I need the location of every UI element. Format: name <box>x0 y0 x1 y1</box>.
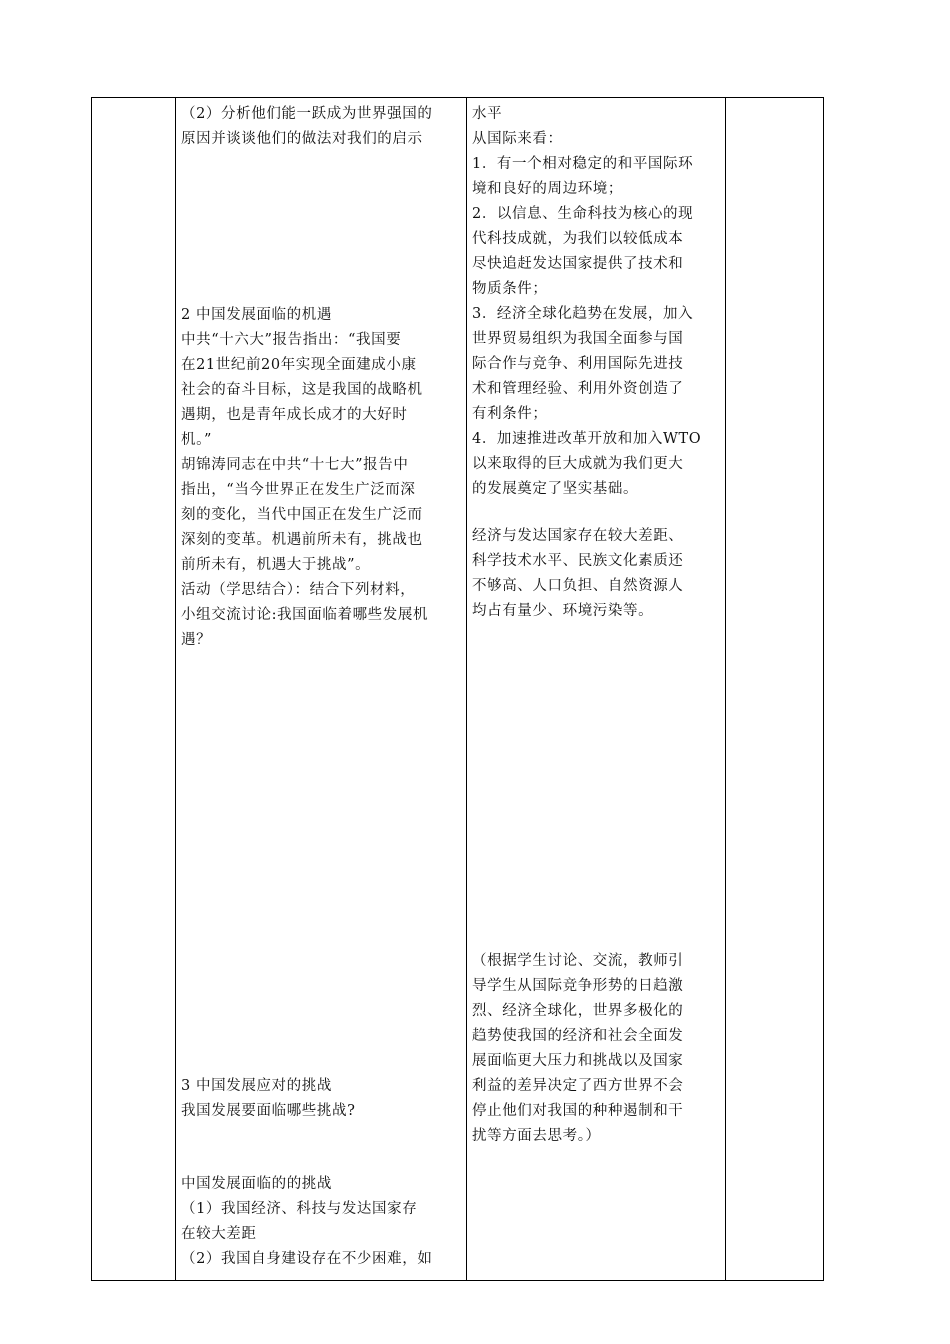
text-line: 前所未有，机遇大于挑战”。 <box>181 557 371 573</box>
text-line: 胡锦涛同志在中共“十七大”报告中 <box>181 457 409 473</box>
text-line: 均占有量少、环境污染等。 <box>472 603 654 619</box>
text-block-gap <box>472 524 721 624</box>
text-line: 境和良好的周边环境； <box>472 181 623 197</box>
text-line: 4．加速推进改革开放和加入WTO <box>472 431 702 447</box>
text-line: 物质条件； <box>472 281 548 297</box>
text-line: 在较大差距 <box>181 1226 257 1242</box>
text-line: （1）我国经济、科技与发达国家存 <box>181 1201 418 1217</box>
text-line: 展面临更大压力和挑战以及国家 <box>472 1053 684 1069</box>
text-line: 经济与发达国家存在较大差距、 <box>472 528 684 544</box>
text-line: 刻的变化，当代中国正在发生广泛而 <box>181 507 423 523</box>
text-line: 利益的差异决定了西方世界不会 <box>472 1078 684 1094</box>
text-line: 我国发展要面临哪些挑战? <box>181 1103 356 1119</box>
text-line: （2）我国自身建设存在不少困难，如 <box>181 1251 433 1267</box>
left-column-cell <box>92 98 176 1281</box>
text-line: 趋势使我国的经济和社会全面发 <box>472 1028 684 1044</box>
text-line: 活动（学思结合）：结合下列材料， <box>181 582 416 598</box>
text-line: 烈、经济全球化，世界多极化的 <box>472 1003 684 1019</box>
text-line: 遇期，也是青年成长成才的大好时 <box>181 407 408 423</box>
text-line: 际合作与竞争、利用国际先进技 <box>472 356 684 372</box>
text-line: 扰等方面去思考。） <box>472 1128 601 1144</box>
text-line: 术和管理经验、利用外资创造了 <box>472 381 684 397</box>
answer-column-cell <box>467 98 726 1281</box>
text-line: （根据学生讨论、交流，教师引 <box>472 953 684 969</box>
notes-column-cell <box>726 98 824 1281</box>
text-line: 指出，“当今世界正在发生广泛而深 <box>181 482 416 498</box>
text-line: 代科技成就，为我们以较低成本 <box>472 231 684 247</box>
text-line: （2）分析他们能一跃成为世界强国的 <box>181 106 433 122</box>
text-line: 从国际来看： <box>472 131 563 147</box>
text-line: 不够高、人口负担、自然资源人 <box>472 578 684 594</box>
text-line: 原因并谈谈他们的做法对我们的启示 <box>181 131 423 147</box>
text-block-teacher-note <box>472 949 721 1149</box>
text-block-challenges <box>181 1074 462 1124</box>
text-line: 有利条件； <box>472 406 548 422</box>
text-line: 社会的奋斗目标，这是我国的战略机 <box>181 382 423 398</box>
text-line: 尽快追赶发达国家提供了技术和 <box>472 256 684 272</box>
text-block-challenges-list <box>181 1172 462 1272</box>
table-row <box>92 98 824 1281</box>
text-line: 小组交流讨论:我国面临着哪些发展机 <box>181 607 429 623</box>
text-block-strong-nations <box>181 102 462 152</box>
text-line: 科学技术水平、民族文化素质还 <box>472 553 684 569</box>
text-line: 3．经济全球化趋势在发展，加入 <box>472 306 694 322</box>
text-line: 水平 <box>472 106 503 122</box>
section-heading: 3 中国发展应对的挑战 <box>181 1078 332 1094</box>
text-block-international <box>472 102 721 502</box>
text-line: 2．以信息、生命科技为核心的现 <box>472 206 694 222</box>
text-line: 机。” <box>181 432 212 448</box>
text-line: 中国发展面临的的挑战 <box>181 1176 332 1192</box>
text-line: 遇？ <box>181 632 212 648</box>
text-line: 停止他们对我国的种种遏制和干 <box>472 1103 684 1119</box>
text-line: 以来取得的巨大成就为我们更大 <box>472 456 684 472</box>
text-line: 在21世纪前20年实现全面建成小康 <box>181 357 417 373</box>
text-block-opportunities <box>181 303 462 653</box>
text-line: 中共“十六大”报告指出：“我国要 <box>181 332 402 348</box>
section-heading: 2 中国发展面临的机遇 <box>181 307 332 323</box>
lesson-table <box>91 97 824 1281</box>
text-line: 1．有一个相对稳定的和平国际环 <box>472 156 694 172</box>
content-column-cell <box>176 98 467 1281</box>
text-line: 的发展奠定了坚实基础。 <box>472 481 639 497</box>
text-line: 世界贸易组织为我国全面参与国 <box>472 331 684 347</box>
text-line: 深刻的变革。机遇前所未有，挑战也 <box>181 532 423 548</box>
text-line: 导学生从国际竞争形势的日趋激 <box>472 978 684 994</box>
